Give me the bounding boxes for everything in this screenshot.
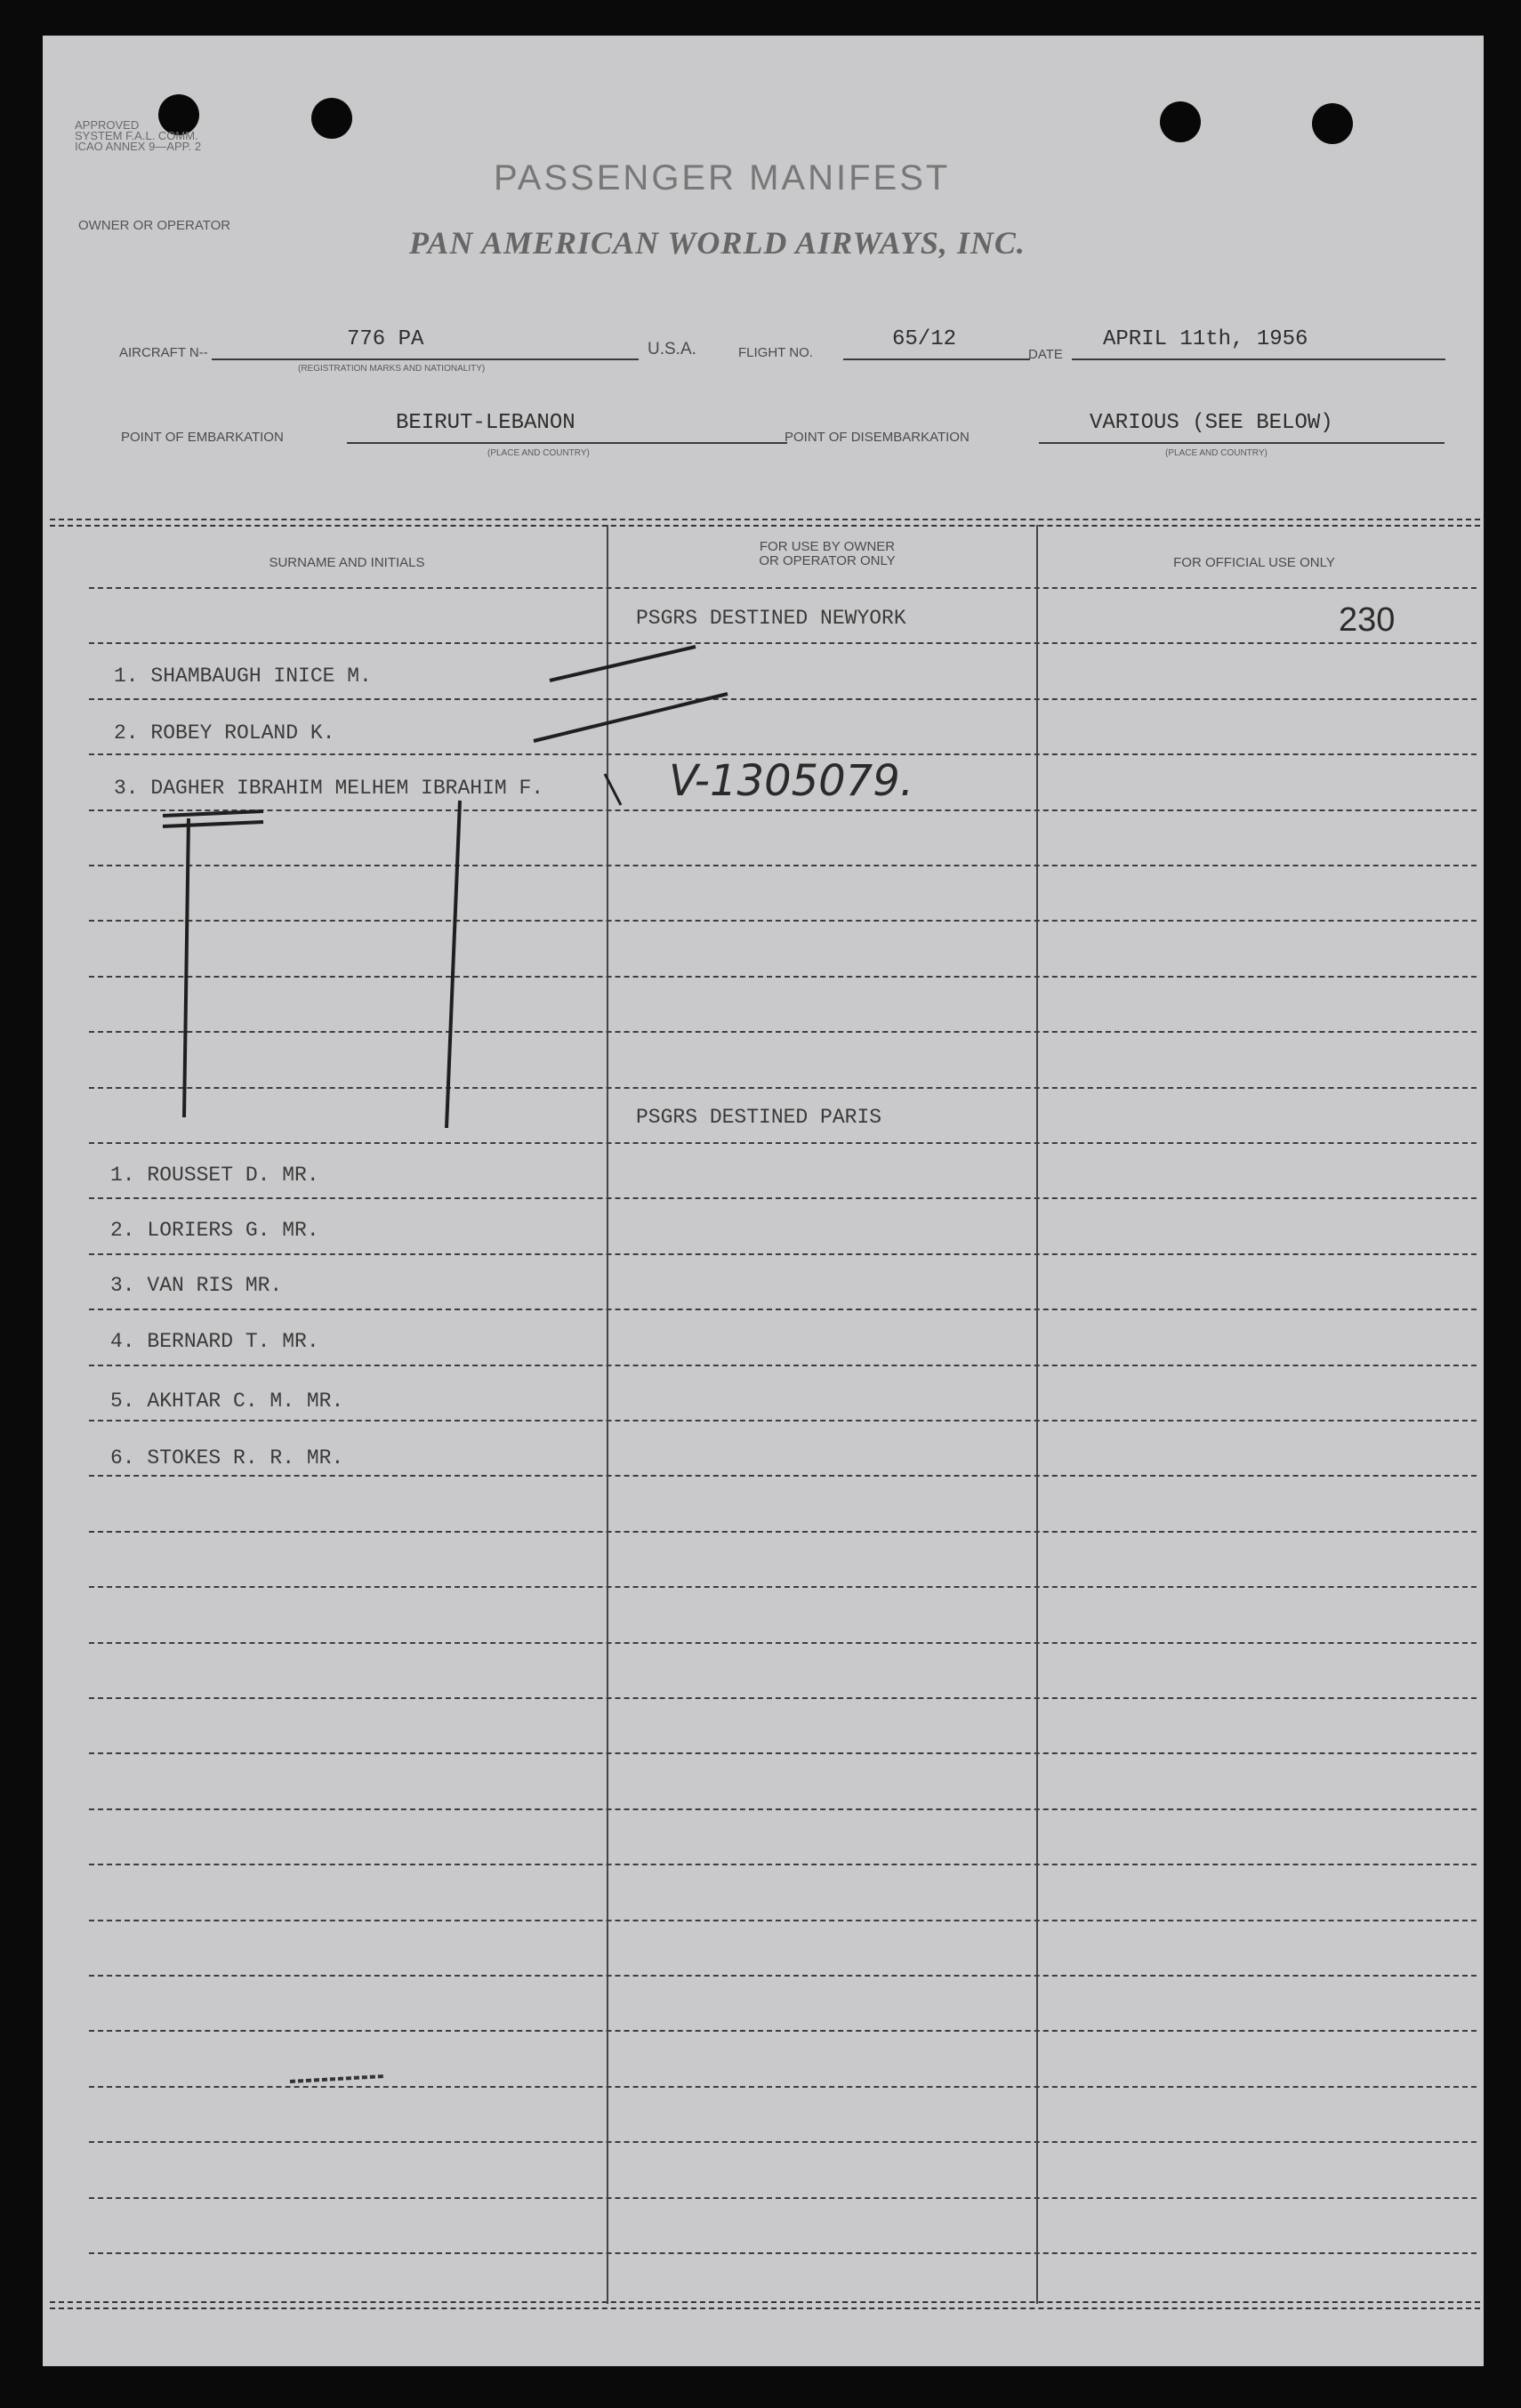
handwritten-visa-number: V-1305079. [669,756,914,806]
embarkation-label: POINT OF EMBARKATION [121,430,284,445]
bracket-mark [447,801,460,1128]
official-number: 230 [1339,601,1396,639]
passenger-entry: 6. STOKES R. R. MR. [110,1446,344,1470]
passenger-entry: 1. ROUSSET D. MR. [110,1164,319,1187]
passenger-entry: 2. ROBEY ROLAND K. [114,721,335,745]
passenger-entry: 4. BERNARD T. MR. [110,1330,319,1353]
disembarkation-value: VARIOUS (SEE BELOW) [1090,411,1333,435]
strike-mark [550,647,696,681]
disembarkation-label: POINT OF DISEMBARKATION [785,430,970,445]
embarkation-value: BEIRUT-LEBANON [396,411,575,435]
bracket-mark [184,818,189,1117]
strike-mark [534,694,728,741]
usa-label: U.S.A. [648,340,696,358]
owner-label: OWNER OR OPERATOR [78,218,231,233]
group-heading: PSGRS DESTINED PARIS [636,1106,882,1129]
date-value: APRIL 11th, 1956 [1103,327,1308,351]
operator-name: PAN AMERICAN WORLD AIRWAYS, INC. [409,225,1026,261]
approval-stamp: APPROVED SYSTEM F.A.L. COMM. ICAO ANNEX 9—APP. 2 [75,118,202,153]
embarkation-caption: (PLACE AND COUNTRY) [487,448,590,458]
group-heading: PSGRS DESTINED NEWYORK [636,607,906,630]
aircraft-value: 776 PA [347,327,424,351]
official-use-column-header: FOR OFFICIAL USE ONLY [1173,555,1335,570]
surname-column-header: SURNAME AND INITIALS [269,555,425,570]
bracket-mark [163,811,263,816]
date-label: DATE [1028,347,1063,362]
passenger-entry: 1. SHAMBAUGH INICE M. [114,664,372,688]
passenger-entry: 3. DAGHER IBRAHIM MELHEM IBRAHIM F. [114,777,544,800]
passenger-entry: 2. LORIERS G. MR. [110,1219,319,1242]
flight-label: FLIGHT NO. [738,345,813,360]
bracket-mark [163,822,263,826]
registration-caption: (REGISTRATION MARKS AND NATIONALITY) [298,364,486,374]
disembarkation-caption: (PLACE AND COUNTRY) [1165,448,1268,458]
smudge-mark [290,2076,384,2082]
flight-value: 65/12 [892,327,957,351]
owner-use-column-header: FOR USE BY OWNER OR OPERATOR ONLY [759,539,896,568]
aircraft-label: AIRCRAFT N-- [119,345,208,360]
passenger-entry: 5. AKHTAR C. M. MR. [110,1389,344,1413]
page-title: PASSENGER MANIFEST [494,158,951,197]
passenger-entry: 3. VAN RIS MR. [110,1274,283,1297]
pointer-mark [605,774,621,805]
